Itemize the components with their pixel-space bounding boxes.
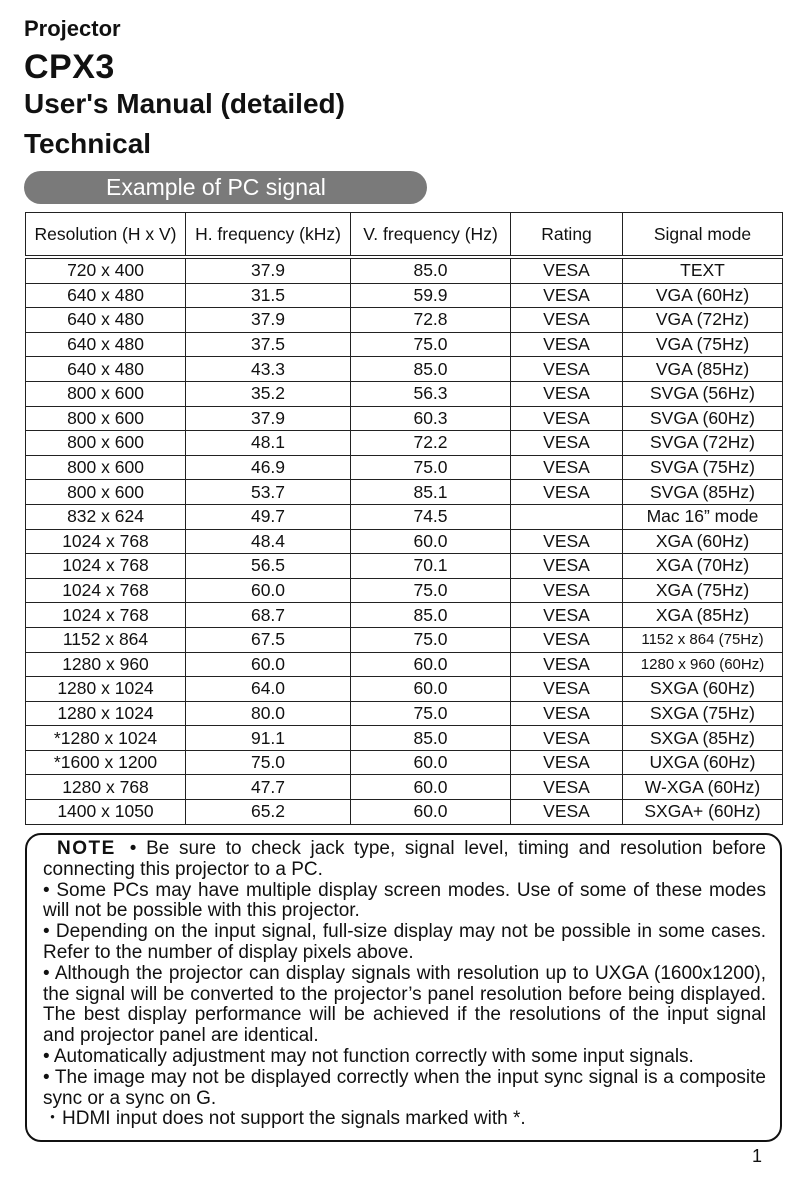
section-banner (24, 171, 427, 204)
cell-rating: VESA (511, 431, 623, 456)
cell-h-frequency: 80.0 (186, 701, 351, 726)
cell-h-frequency: 35.2 (186, 381, 351, 406)
cell-resolution: *1280 x 1024 (26, 726, 186, 751)
table-row (26, 603, 783, 628)
cell-signal-mode: TEXT (623, 257, 783, 283)
cell-v-frequency: 72.2 (351, 431, 511, 456)
table-row (26, 308, 783, 333)
cell-v-frequency: 60.0 (351, 800, 511, 825)
cell-h-frequency: 60.0 (186, 652, 351, 677)
table-row (26, 381, 783, 406)
cell-v-frequency: 60.3 (351, 406, 511, 431)
cell-signal-mode: SVGA (85Hz) (623, 480, 783, 505)
table-header-row (26, 213, 783, 258)
cell-v-frequency: 85.0 (351, 357, 511, 382)
table-row (26, 455, 783, 480)
section-banner-label: Example of PC signal (106, 174, 326, 200)
note-label: NOTE (57, 838, 116, 859)
table-row (26, 775, 783, 800)
cell-h-frequency: 49.7 (186, 504, 351, 529)
cell-v-frequency: 75.0 (351, 578, 511, 603)
page-number: 1 (751, 1146, 762, 1166)
cell-resolution: 800 x 600 (26, 455, 186, 480)
table-row (26, 677, 783, 702)
note-item: • Some PCs may have multiple display screen modes. Use of some of these modes will not be possible with this projector. (43, 879, 766, 922)
cell-h-frequency: 56.5 (186, 554, 351, 579)
note-box (25, 833, 782, 1142)
cell-h-frequency: 75.0 (186, 750, 351, 775)
table-row (26, 554, 783, 579)
cell-rating: VESA (511, 554, 623, 579)
cell-h-frequency: 37.9 (186, 308, 351, 333)
manual-title: User's Manual (detailed) (24, 88, 345, 119)
cell-rating: VESA (511, 308, 623, 333)
table-row (26, 406, 783, 431)
cell-v-frequency: 75.0 (351, 701, 511, 726)
cell-v-frequency: 60.0 (351, 652, 511, 677)
cell-signal-mode: SXGA (75Hz) (623, 701, 783, 726)
cell-resolution: 1280 x 1024 (26, 701, 186, 726)
cell-h-frequency: 46.9 (186, 455, 351, 480)
cell-signal-mode: VGA (72Hz) (623, 308, 783, 333)
cell-rating: VESA (511, 627, 623, 652)
cell-signal-mode: SVGA (60Hz) (623, 406, 783, 431)
cell-resolution: *1600 x 1200 (26, 750, 186, 775)
note-text: • Be sure to check jack type, signal level, timing and resolution before connecting this projector to a PC. (43, 838, 766, 880)
cell-h-frequency: 65.2 (186, 800, 351, 825)
note-item: • Although the projector can display signals with resolution up to UXGA (1600x1200), the signal will be converted to the projector’s panel resolution before being displayed. The best display performance will be achieved if the resolutions of the input signal and projector panel are identical. (43, 962, 766, 1047)
cell-resolution: 1400 x 1050 (26, 800, 186, 825)
cell-rating: VESA (511, 283, 623, 308)
table-row (26, 701, 783, 726)
cell-resolution: 720 x 400 (26, 257, 186, 283)
cell-resolution: 1024 x 768 (26, 578, 186, 603)
table-row (26, 283, 783, 308)
table-row (26, 332, 783, 357)
cell-signal-mode: 1280 x 960 (60Hz) (623, 652, 783, 677)
cell-resolution: 832 x 624 (26, 504, 186, 529)
cell-v-frequency: 85.0 (351, 603, 511, 628)
cell-resolution: 1280 x 1024 (26, 677, 186, 702)
cell-rating: VESA (511, 800, 623, 825)
table-row (26, 357, 783, 382)
cell-h-frequency: 91.1 (186, 726, 351, 751)
cell-v-frequency: 74.5 (351, 504, 511, 529)
cell-resolution: 800 x 600 (26, 480, 186, 505)
note-item: ・HDMI input does not support the signals marked with *. (43, 1108, 526, 1130)
cell-signal-mode: SXGA (60Hz) (623, 677, 783, 702)
cell-resolution: 640 x 480 (26, 357, 186, 382)
cell-rating: VESA (511, 406, 623, 431)
table-row (26, 578, 783, 603)
pc-signal-table (25, 212, 783, 825)
note-item (43, 839, 766, 881)
cell-rating: VESA (511, 603, 623, 628)
cell-rating: VESA (511, 455, 623, 480)
section-title: Technical (24, 128, 152, 159)
table-row (26, 529, 783, 554)
cell-signal-mode: SXGA (85Hz) (623, 726, 783, 751)
cell-v-frequency: 85.1 (351, 480, 511, 505)
cell-resolution: 800 x 600 (26, 406, 186, 431)
cell-resolution: 640 x 480 (26, 283, 186, 308)
product-label: Projector (24, 16, 121, 41)
cell-signal-mode: UXGA (60Hz) (623, 750, 783, 775)
table-row (26, 726, 783, 751)
cell-v-frequency: 56.3 (351, 381, 511, 406)
cell-signal-mode: Mac 16” mode (623, 504, 783, 529)
cell-signal-mode: SVGA (72Hz) (623, 431, 783, 456)
table-row (26, 257, 783, 283)
table-row (26, 750, 783, 775)
cell-rating: VESA (511, 750, 623, 775)
cell-v-frequency: 60.0 (351, 677, 511, 702)
table-row (26, 480, 783, 505)
cell-signal-mode: W-XGA (60Hz) (623, 775, 783, 800)
table-row (26, 652, 783, 677)
cell-signal-mode: XGA (75Hz) (623, 578, 783, 603)
note-item: • The image may not be displayed correctly when the input sync signal is a composite sync or a sync on G. (43, 1066, 766, 1109)
cell-signal-mode: 1152 x 864 (75Hz) (623, 627, 783, 652)
cell-v-frequency: 85.0 (351, 257, 511, 283)
cell-resolution: 640 x 480 (26, 332, 186, 357)
cell-h-frequency: 37.9 (186, 257, 351, 283)
cell-h-frequency: 60.0 (186, 578, 351, 603)
cell-signal-mode: XGA (70Hz) (623, 554, 783, 579)
cell-signal-mode: VGA (75Hz) (623, 332, 783, 357)
cell-v-frequency: 75.0 (351, 455, 511, 480)
cell-v-frequency: 60.0 (351, 775, 511, 800)
cell-rating: VESA (511, 480, 623, 505)
cell-h-frequency: 31.5 (186, 283, 351, 308)
cell-rating: VESA (511, 726, 623, 751)
cell-rating: VESA (511, 381, 623, 406)
cell-rating: VESA (511, 357, 623, 382)
cell-signal-mode: SVGA (56Hz) (623, 381, 783, 406)
cell-v-frequency: 59.9 (351, 283, 511, 308)
header-h-frequency: H. frequency (kHz) (186, 213, 351, 258)
cell-signal-mode: SXGA+ (60Hz) (623, 800, 783, 825)
table-row (26, 800, 783, 825)
note-item: • Depending on the input signal, full-size display may not be possible in some cases. Refer to the number of display pixels above. (43, 921, 766, 963)
cell-h-frequency: 37.5 (186, 332, 351, 357)
table-row (26, 431, 783, 456)
table-row (26, 504, 783, 529)
cell-h-frequency: 64.0 (186, 677, 351, 702)
table-row (26, 627, 783, 652)
cell-v-frequency: 60.0 (351, 750, 511, 775)
model-title: CPX3 (24, 48, 115, 86)
cell-signal-mode: SVGA (75Hz) (623, 455, 783, 480)
cell-resolution: 1024 x 768 (26, 554, 186, 579)
cell-v-frequency: 60.0 (351, 529, 511, 554)
cell-signal-mode: VGA (85Hz) (623, 357, 783, 382)
cell-rating: VESA (511, 701, 623, 726)
cell-v-frequency: 75.0 (351, 627, 511, 652)
cell-h-frequency: 53.7 (186, 480, 351, 505)
header-rating: Rating (511, 213, 623, 258)
cell-resolution: 1280 x 960 (26, 652, 186, 677)
cell-resolution: 1024 x 768 (26, 603, 186, 628)
cell-resolution: 1024 x 768 (26, 529, 186, 554)
cell-rating: VESA (511, 775, 623, 800)
cell-v-frequency: 70.1 (351, 554, 511, 579)
table-body (26, 257, 783, 824)
cell-h-frequency: 68.7 (186, 603, 351, 628)
cell-resolution: 640 x 480 (26, 308, 186, 333)
cell-v-frequency: 72.8 (351, 308, 511, 333)
cell-h-frequency: 67.5 (186, 627, 351, 652)
cell-rating (511, 504, 623, 529)
cell-rating: VESA (511, 578, 623, 603)
cell-rating: VESA (511, 652, 623, 677)
note-item: • Automatically adjustment may not function correctly with some input signals. (43, 1045, 694, 1067)
cell-h-frequency: 48.1 (186, 431, 351, 456)
cell-h-frequency: 47.7 (186, 775, 351, 800)
header-v-frequency: V. frequency (Hz) (351, 213, 511, 258)
cell-rating: VESA (511, 529, 623, 554)
cell-resolution: 800 x 600 (26, 431, 186, 456)
cell-v-frequency: 75.0 (351, 332, 511, 357)
cell-resolution: 800 x 600 (26, 381, 186, 406)
cell-h-frequency: 37.9 (186, 406, 351, 431)
cell-rating: VESA (511, 257, 623, 283)
cell-signal-mode: XGA (60Hz) (623, 529, 783, 554)
header-signal-mode: Signal mode (623, 213, 783, 258)
cell-signal-mode: VGA (60Hz) (623, 283, 783, 308)
cell-resolution: 1152 x 864 (26, 627, 186, 652)
cell-rating: VESA (511, 677, 623, 702)
cell-h-frequency: 43.3 (186, 357, 351, 382)
cell-v-frequency: 85.0 (351, 726, 511, 751)
cell-h-frequency: 48.4 (186, 529, 351, 554)
cell-signal-mode: XGA (85Hz) (623, 603, 783, 628)
header-resolution: Resolution (H x V) (26, 213, 186, 258)
cell-resolution: 1280 x 768 (26, 775, 186, 800)
cell-rating: VESA (511, 332, 623, 357)
